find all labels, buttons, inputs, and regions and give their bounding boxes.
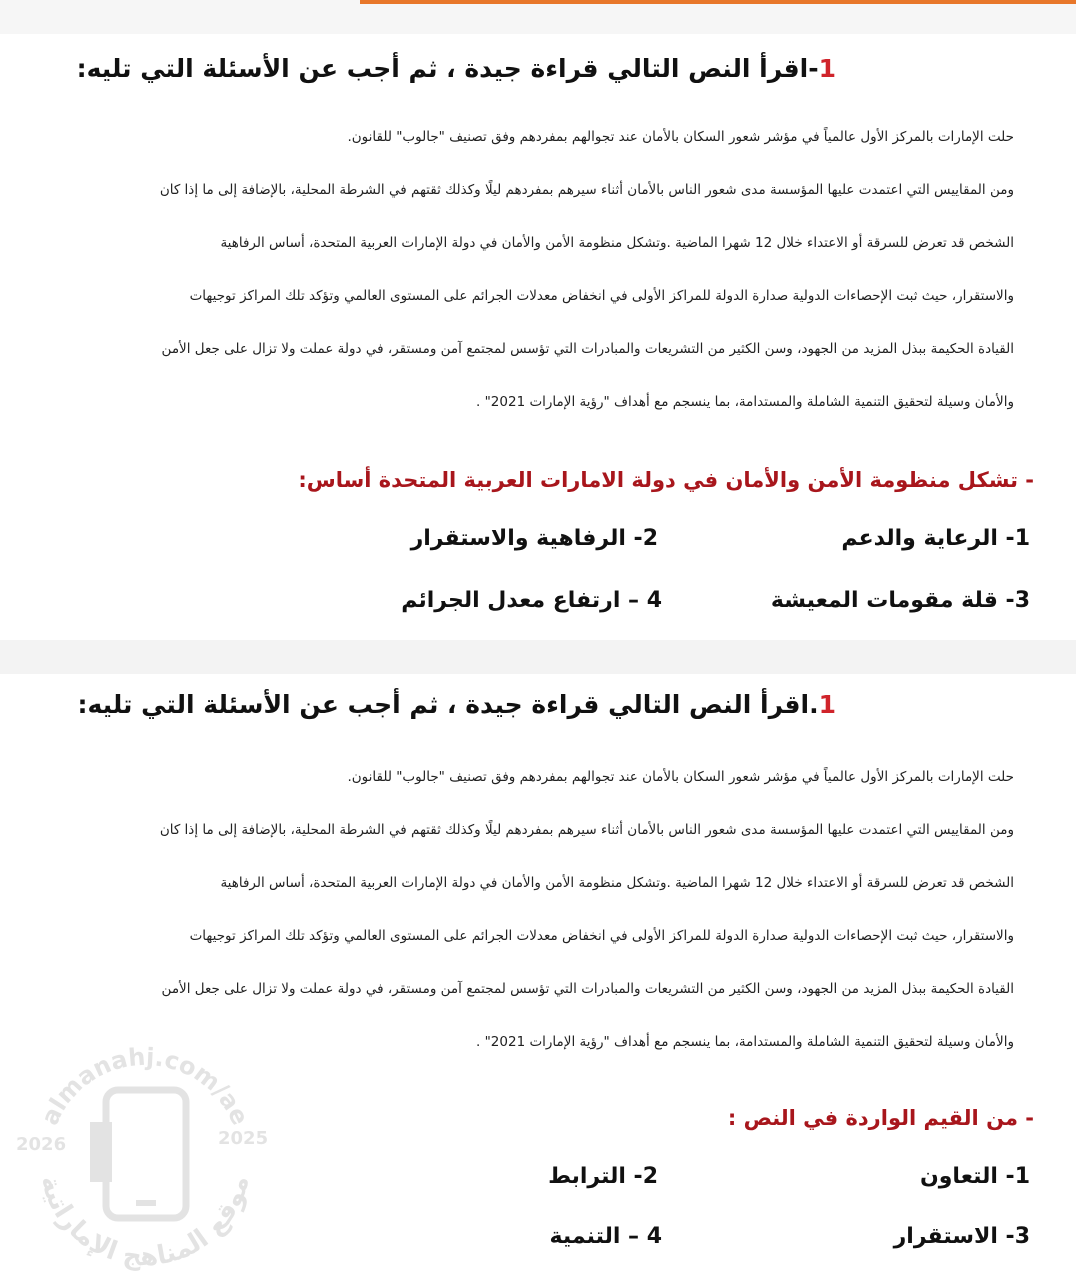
option-1[interactable]: 1- التعاون (919, 1164, 1030, 1189)
option-2[interactable]: 2- الترابط (548, 1164, 658, 1189)
passage-line: الشخص قد تعرض للسرقة أو الاعتداء خلال 12 شهرا الماضية .وتشكل منظومة الأمن والأمان في دولة الإمارات العربية المتحدة، أساس الرفاهية (220, 235, 1014, 251)
passage-line: ومن المقاييس التي اعتمدت عليها المؤسسة مدى شعور الناس بالأمان أثناء سيرهم بمفردهم ليلًا وكذلك ثقتهم في الشرطة المحلية، بالإضافة إلى ما إذا كان (159, 182, 1014, 198)
option-2[interactable]: 2- الرفاهية والاستقرار (410, 526, 658, 551)
passage-line: حلت الإمارات بالمركز الأول عالمياً في مؤشر شعور السكان بالأمان عند تجوالهم بمفردهم وفق تصنيف "جالوب" للقانون. (347, 129, 1014, 145)
question-prompt: - من القيم الواردة في النص : (727, 1106, 1034, 1130)
passage-line: الشخص قد تعرض للسرقة أو الاعتداء خلال 12 شهرا الماضية .وتشكل منظومة الأمن والأمان في دولة الإمارات العربية المتحدة، أساس الرفاهية (220, 875, 1014, 891)
accent-bar (360, 0, 1076, 4)
passage-line: والأمان وسيلة لتحقيق التنمية الشاملة والمستدامة، بما ينسجم مع أهداف "رؤية الإمارات 2021" . (476, 394, 1014, 410)
section-divider (0, 640, 1076, 674)
passage-line: القيادة الحكيمة ببذل المزيد من الجهود، وسن الكثير من التشريعات والمبادرات التي تؤسس لمجتمع آمن ومستقر، في دولة عملت ولا تزال على جعل الأمن (161, 981, 1014, 997)
passage-line: والاستقرار، حيث ثبت الإحصاءات الدولية صدارة الدولة للمراكز الأولى في انخفاض معدلات الجرائم على المستوى العالمي وتؤكد تلك المراكز توجيهات (189, 288, 1014, 304)
heading-number: 1 (818, 690, 836, 719)
option-3[interactable]: 3- الاستقرار (893, 1224, 1030, 1249)
option-4[interactable]: 4 – ارتفاع معدل الجرائم (401, 588, 662, 613)
passage-line: القيادة الحكيمة ببذل المزيد من الجهود، وسن الكثير من التشريعات والمبادرات التي تؤسس لمجتمع آمن ومستقر، في دولة عملت ولا تزال على جعل الأمن (161, 341, 1014, 357)
heading-number: 1 (818, 54, 836, 83)
section-heading (77, 54, 836, 83)
reading-passage (58, 767, 1014, 1085)
heading-text: -اقرأ النص التالي قراءة جيدة ، ثم أجب عن الأسئلة التي تليه: (76, 54, 819, 83)
question-panel-2 (0, 674, 1076, 1280)
top-strip (0, 0, 1076, 34)
heading-text: .اقرأ النص التالي قراءة جيدة ، ثم أجب عن الأسئلة التي تليه: (77, 690, 819, 719)
section-heading (77, 690, 836, 719)
passage-line: ومن المقاييس التي اعتمدت عليها المؤسسة مدى شعور الناس بالأمان أثناء سيرهم بمفردهم ليلًا وكذلك ثقتهم في الشرطة المحلية، بالإضافة إلى ما إذا كان (159, 822, 1014, 838)
question-prompt: - تشكل منظومة الأمن والأمان في دولة الامارات العربية المتحدة أساس: (298, 468, 1034, 492)
passage-line: والاستقرار، حيث ثبت الإحصاءات الدولية صدارة الدولة للمراكز الأولى في انخفاض معدلات الجرائم على المستوى العالمي وتؤكد تلك المراكز توجيهات (189, 928, 1014, 944)
passage-line: والأمان وسيلة لتحقيق التنمية الشاملة والمستدامة، بما ينسجم مع أهداف "رؤية الإمارات 2021" . (476, 1034, 1014, 1050)
option-1[interactable]: 1- الرعاية والدعم (841, 526, 1030, 551)
option-3[interactable]: 3- قلة مقومات المعيشة (770, 588, 1030, 613)
passage-line: حلت الإمارات بالمركز الأول عالمياً في مؤشر شعور السكان بالأمان عند تجوالهم بمفردهم وفق تصنيف "جالوب" للقانون. (347, 769, 1014, 785)
option-4[interactable]: 4 – التنمية (549, 1224, 662, 1249)
question-panel-1 (0, 34, 1076, 640)
reading-passage (58, 127, 1014, 445)
